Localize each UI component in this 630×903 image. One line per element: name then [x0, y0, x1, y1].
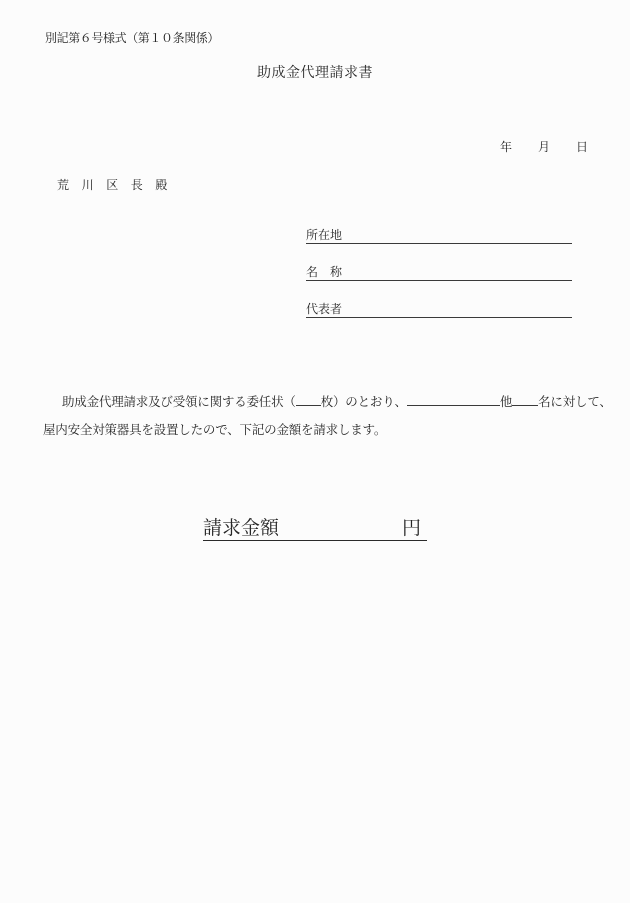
blank-sheet-count: [296, 391, 321, 406]
body-paragraph-line1: [43, 391, 612, 410]
body-text-part4: 名に対して、: [538, 395, 612, 409]
field-representative: [306, 301, 572, 318]
amount-label: 請求金額: [203, 518, 280, 539]
amount-unit-yen: 円: [401, 518, 421, 539]
field-name-label: 名 称: [306, 265, 343, 279]
amount-line: [203, 517, 427, 541]
date-line: 年 月 日: [500, 140, 596, 154]
form-code-note: 別記第６号様式（第１０条関係）: [45, 31, 220, 45]
body-text-part1: 助成金代理請求及び受領に関する委任状（: [62, 395, 296, 409]
document-title: 助成金代理請求書: [257, 66, 373, 81]
body-paragraph-line2: 屋内安全対策器具を設置したので、下記の金額を請求します。: [43, 423, 387, 437]
body-text-part3: 他: [499, 395, 513, 409]
blank-other-count: [512, 391, 538, 406]
field-address: [306, 227, 572, 244]
field-representative-label: 代表者: [306, 302, 343, 316]
field-name: [306, 264, 572, 281]
addressee-line: 荒 川 区 長 殿: [57, 178, 168, 192]
body-text-part2: 枚）のとおり、: [320, 395, 407, 409]
field-address-label: 所在地: [306, 228, 343, 242]
blank-principal-name: [407, 391, 500, 406]
